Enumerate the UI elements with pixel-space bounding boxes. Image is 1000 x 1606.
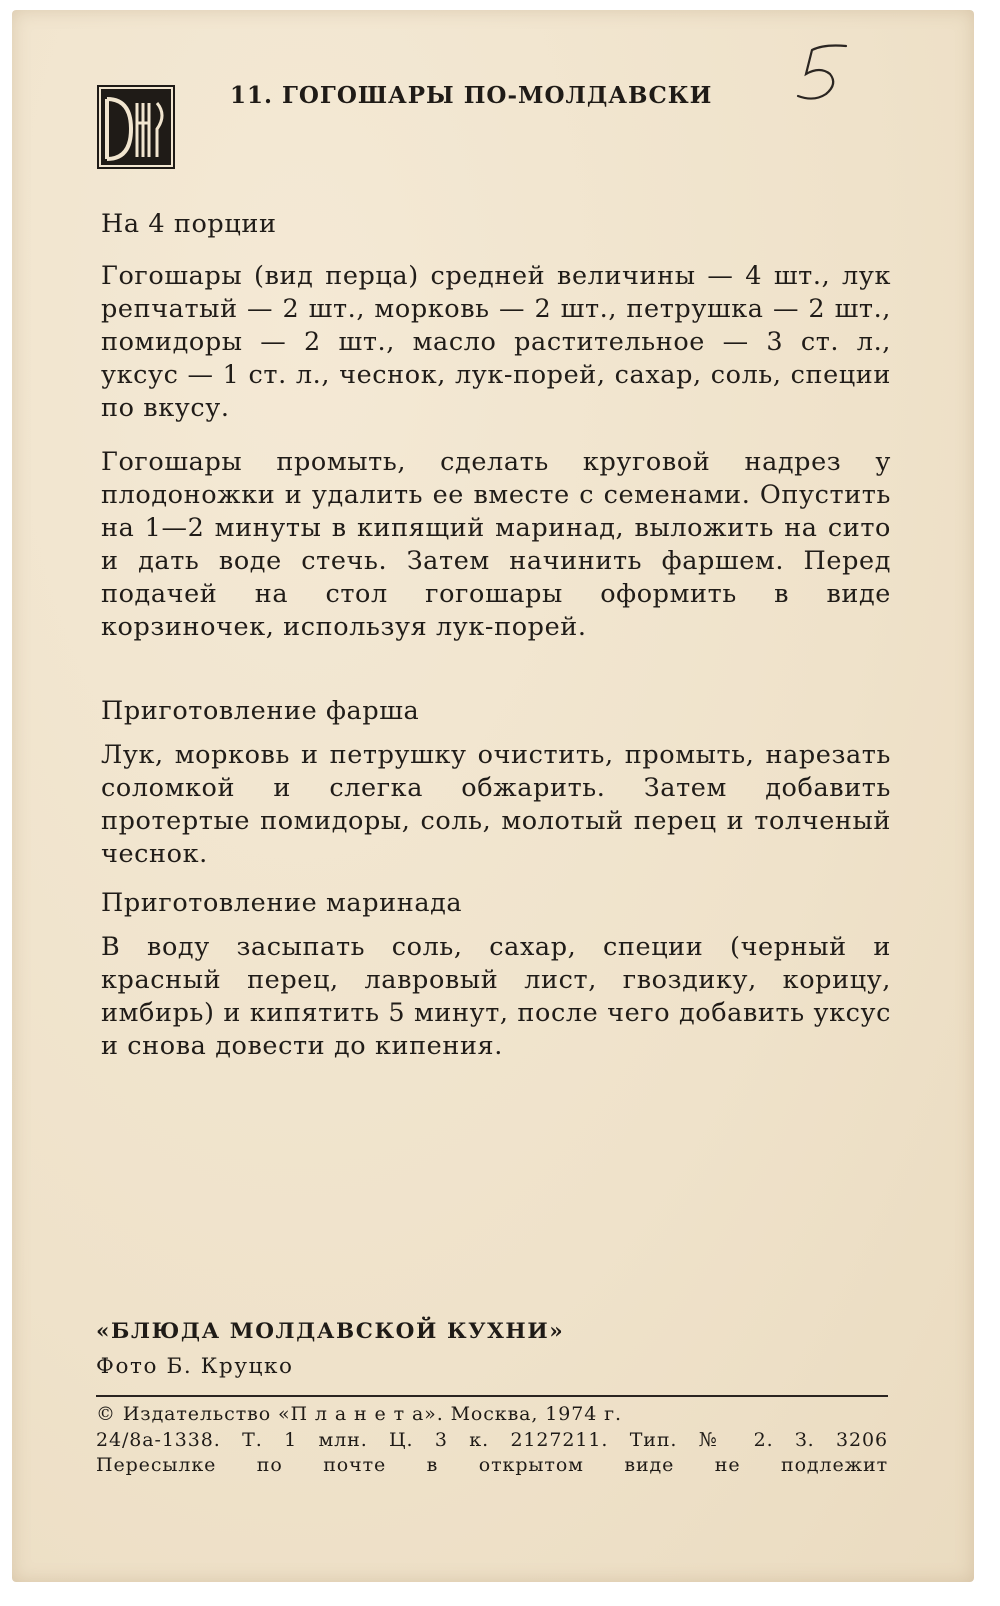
handwritten-number	[784, 40, 854, 110]
footer-divider	[96, 1395, 888, 1397]
filling-paragraph: Лук, морковь и петрушку очистить, промыть, нарезать соломкой и слегка обжарить. Затем добавить протертые помидоры, соль, молотый перец и толченый чеснок.	[101, 740, 891, 869]
ingredients-paragraph: Гогошары (вид перца) средней величины — 4 шт., лук репчатый — 2 шт., морковь — 2 шт., петрушка — 2 шт., помидоры — 2 шт., масло растительное — 3 ст. л., уксус — 1 ст. л., чеснок, лук-порей, сахар, соль, специи по вкусу.	[101, 261, 891, 423]
handwritten-number-text	[12, 10, 13, 11]
method-paragraph: Гогошары промыть, сделать круговой надрез у плодоножки и удалить ее вместе с семенами. Опустить на 1—2 минуты в кипящий маринад, выложить на сито и дать воде стечь. Затем начинить фаршем. Перед подачей на стол гогошары оформить в виде корзиночек, используя лук-порей.	[101, 447, 891, 642]
marinade-paragraph: В воду засыпать соль, сахар, специи (черный и красный перец, лавровый лист, гвоздику, корицу, имбирь) и кипятить 5 минут, после чего добавить уксус и снова довести до кипения.	[101, 932, 891, 1061]
marinade-heading: Приготовление маринада	[101, 888, 463, 918]
postcard	[12, 10, 974, 1582]
imprint-line: Пересылке по почте в открытом виде не подлежит	[96, 1454, 888, 1476]
imprint-line: 24/8а-1338. Т. 1 млн. Ц. 3 к. 2127211. Тип. № 2. З. 3206	[96, 1428, 888, 1451]
publisher-imprint	[96, 1402, 888, 1479]
series-title: «БЛЮДА МОЛДАВСКОЙ КУХНИ»	[96, 1319, 565, 1344]
servings-text: На 4 порции	[101, 209, 277, 239]
recipe-title: 11. ГОГОШАРЫ ПО-МОЛДАВСКИ	[230, 82, 713, 109]
imprint-line: © Издательство «П л а н е т а». Москва, 1974 г.	[96, 1403, 622, 1425]
photo-credit: Фото Б. Круцко	[96, 1354, 294, 1379]
filling-heading: Приготовление фарша	[101, 696, 420, 726]
publisher-emblem-icon	[97, 85, 175, 169]
